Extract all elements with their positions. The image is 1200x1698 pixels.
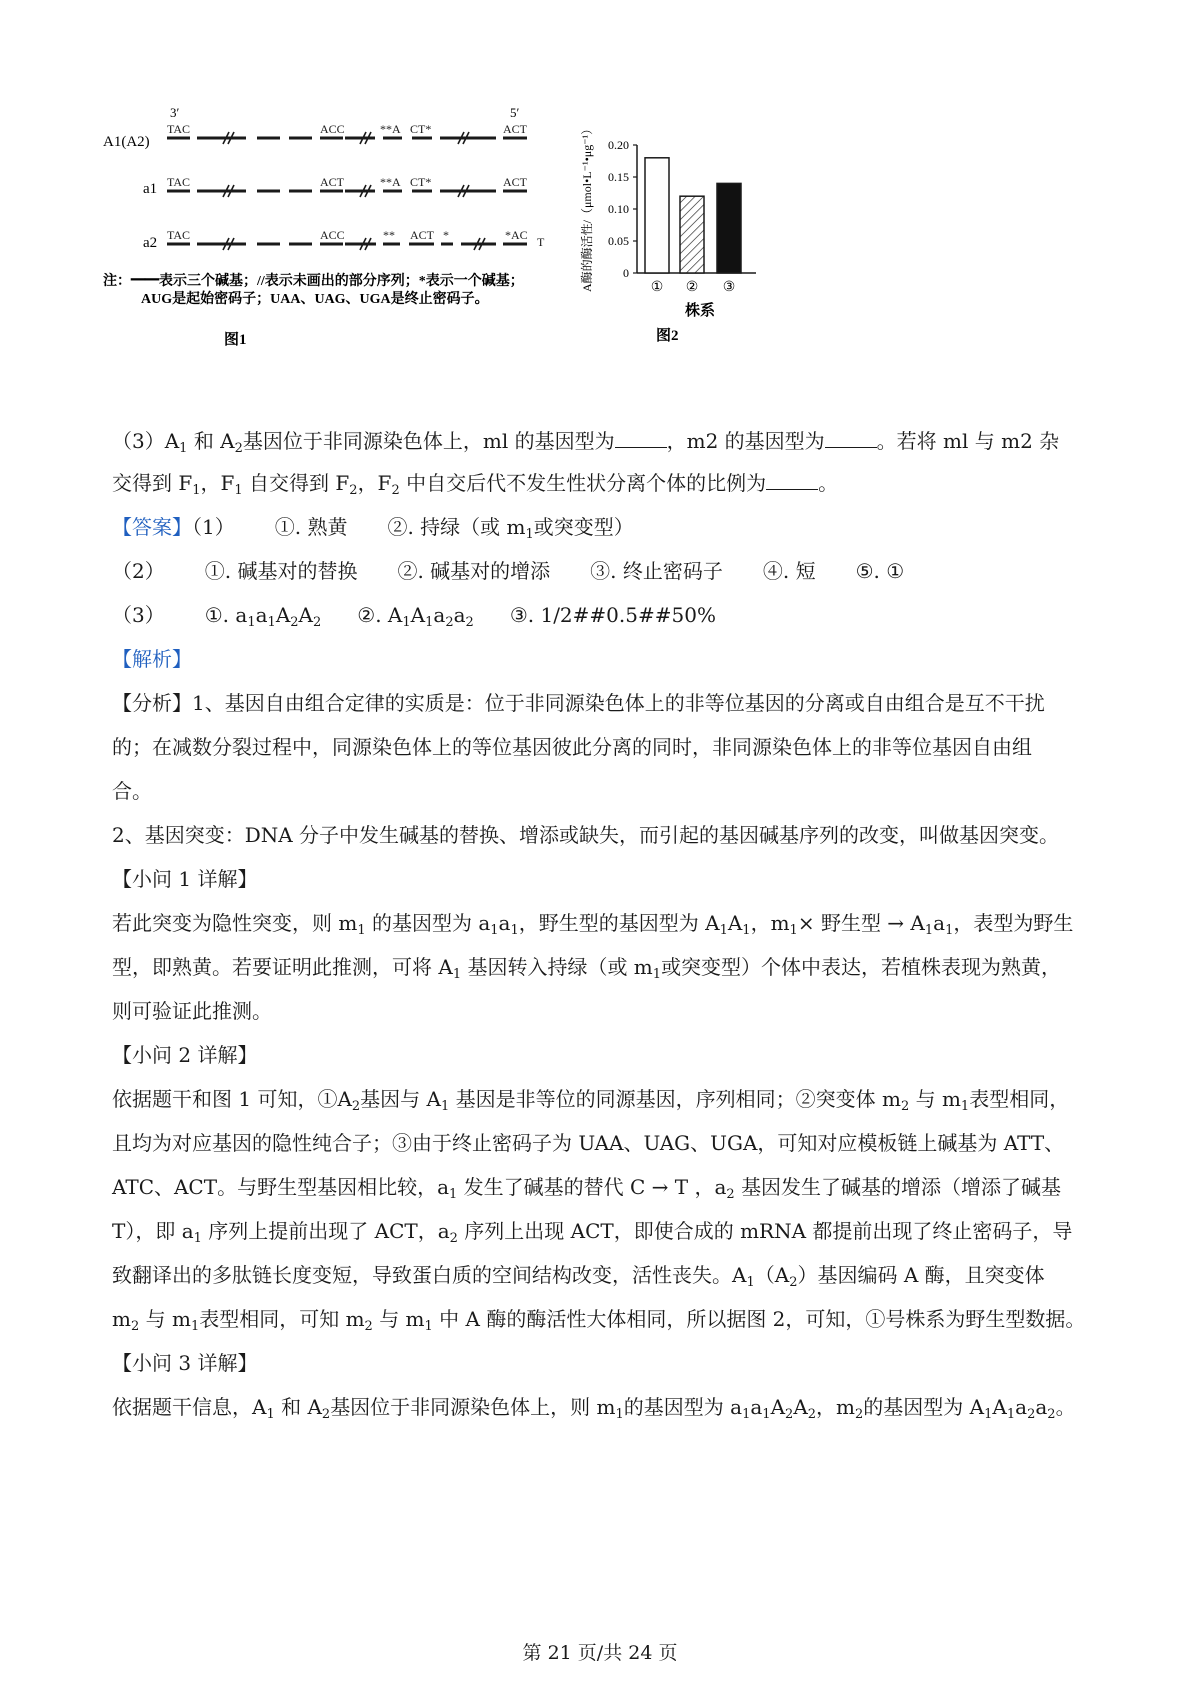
codon: **A [380, 175, 401, 189]
codon: T [537, 235, 545, 249]
subscript: 2 [1047, 1407, 1056, 1422]
text: × 野生型 → A [797, 911, 925, 935]
subscript: 1 [440, 1099, 450, 1114]
text: 基因转入持绿（或 m [467, 955, 653, 979]
q2-line-2: 且均为对应基因的隐性纯合子；③由于终止密码子为 UAA、UAG、UGA，可知对应模板链上碱基为 ATT、 [112, 1131, 1065, 1155]
text: 基因位于非同源染色体上，ml 的基因型为 [242, 429, 615, 453]
text: 表型相同，可知 m [199, 1307, 365, 1331]
chart-category-label: ② [685, 280, 699, 295]
codon: ACC [320, 228, 345, 242]
text: ③. 1/2##0.5##50% [509, 603, 716, 627]
text: （1） [192, 515, 235, 539]
subscript: 2 [900, 1099, 910, 1114]
text: 和 A [193, 429, 235, 453]
text: a [933, 911, 946, 935]
text: 交得到 F [112, 471, 193, 495]
subscript: 1 [247, 615, 256, 630]
chart-ticks [608, 138, 637, 280]
subscript: 2 [726, 1187, 735, 1202]
subscript: 1 [746, 1275, 755, 1290]
subscript: 1 [192, 483, 201, 498]
answer-blank-1[interactable] [615, 447, 667, 448]
text: 表型相同， [969, 1087, 1070, 1111]
subscript: 1 [510, 923, 519, 938]
subscript: 1 [719, 923, 728, 938]
subscript: 2 [351, 1099, 361, 1114]
chart-bar [717, 183, 741, 273]
subscript: 1 [924, 923, 934, 938]
subscript: 1 [742, 923, 751, 938]
chart-category-label: ③ [722, 280, 736, 295]
chart-y-tick-label: 0 [623, 266, 629, 280]
answer-line-2 [112, 560, 904, 582]
text: 致翻译出的多肽链长度变短，导致蛋白质的空间结构改变，活性丧失。A [112, 1263, 747, 1287]
subscript: 2 [785, 1407, 794, 1422]
chart-xlabel: 株系 [685, 303, 716, 319]
answer-tag: 【答案】 [112, 515, 192, 539]
text: ，m [750, 911, 790, 935]
subscript: 1 [960, 1099, 970, 1114]
codon: ACT [320, 175, 344, 189]
text: （3） [112, 603, 165, 627]
text: ①. 熟黄 [274, 515, 348, 539]
subscript: 1 [615, 1407, 624, 1422]
text: T），即 a [112, 1219, 194, 1243]
figure1-note-line1: 注：━━表示三个碱基；//表示未画出的部分序列；*表示一个碱基； [103, 274, 524, 289]
codon: ** [383, 228, 395, 242]
subscript: 1 [525, 527, 534, 542]
figure-area [0, 0, 1200, 400]
fenxi-line-2: 的；在减数分裂过程中，同源染色体上的等位基因彼此分离的同时，非同源染色体上的非等位基因自由组 [112, 735, 1032, 759]
subscript: 2 [1027, 1407, 1036, 1422]
text: 若此突变为隐性突变，则 m [112, 911, 358, 935]
codon: ACT [503, 175, 527, 189]
text: 与 m [379, 1307, 425, 1331]
text: 的基因型为 a [371, 911, 491, 935]
text: ①. 碱基对的替换 [204, 559, 358, 583]
codon: TAC [167, 175, 191, 189]
text: ②. 持绿（或 m [387, 515, 526, 539]
text: 基因是非等位的同源基因，序列相同；②突变体 m [455, 1087, 901, 1111]
text: 和 A [281, 1395, 322, 1419]
text: 型，即熟黄。若要证明此推测，可将 A [112, 955, 453, 979]
chart-bars [645, 158, 741, 273]
text: ②. A [357, 603, 403, 627]
q1-line-1 [112, 911, 1074, 938]
text: 中 A 酶的酶活性大体相同，所以据图 2，可知，①号株系为野生型数据。 [439, 1307, 1086, 1331]
subscript: 1 [402, 615, 411, 630]
figure1-note-line2: AUG是起始密码子；UAA、UAG、UGA是终止密码子。 [141, 292, 489, 307]
codon: **A [380, 122, 401, 136]
text: 中自交后代不发生性状分离个体的比例为 [406, 471, 767, 495]
row2-label: a1 [143, 181, 158, 197]
text: 与 m [145, 1307, 191, 1331]
text: 与 m [915, 1087, 961, 1111]
chart-y-tick-label: 0.10 [608, 202, 629, 216]
subscript: 1 [490, 923, 499, 938]
subscript: 2 [855, 1407, 864, 1422]
text: m [112, 1307, 131, 1331]
chart-y-tick-label: 0.15 [608, 170, 629, 184]
subscript: 1 [193, 1231, 202, 1246]
subscript: 1 [742, 1407, 751, 1422]
subscript: 1 [424, 1319, 433, 1334]
text: （3）A [112, 429, 180, 453]
subscript: 1 [652, 967, 662, 982]
chart-bar [645, 158, 669, 273]
subscript: 1 [267, 615, 276, 630]
q2-line-5 [112, 1263, 1045, 1290]
subscript: 2 [130, 1319, 140, 1334]
subscript: 1 [1006, 1407, 1016, 1422]
text: 。 [1055, 1395, 1076, 1419]
codon: * [443, 228, 449, 242]
text: ）基因编码 A 酶，且突变体 [797, 1263, 1045, 1287]
text: 或突变型） [533, 515, 634, 539]
text: ⑤. ① [855, 559, 905, 583]
text: 的基因型为 a [623, 1395, 743, 1419]
subscript: 2 [349, 483, 358, 498]
q1-title: 【小问 1 详解】 [112, 867, 258, 891]
text: 。若将 ml 与 m2 杂 [876, 429, 1060, 453]
text: 基因位于非同源染色体上，则 m [330, 1395, 616, 1419]
q2-title: 【小问 2 详解】 [112, 1043, 258, 1067]
subscript: 1 [357, 923, 366, 938]
subscript: 2 [290, 615, 299, 630]
answer-blank-2[interactable] [825, 447, 877, 448]
text: 序列上提前出现了 ACT，a [208, 1219, 450, 1243]
text: 的基因型为 A [863, 1395, 985, 1419]
figure2-chart [0, 0, 1200, 400]
codon: ACC [320, 122, 345, 136]
codon: TAC [167, 228, 191, 242]
codon: CT* [410, 122, 432, 136]
codon: ACT [503, 122, 527, 136]
fenxi-line-1: 【分析】1、基因自由组合定律的实质是：位于非同源染色体上的非等位基因的分离或自由组合是互不干扰 [112, 691, 1045, 715]
text: ，F [357, 471, 392, 495]
subscript: 1 [179, 441, 188, 456]
subscript: 2 [234, 441, 243, 456]
text: 发生了碱基的替代 C → T ，a [463, 1175, 727, 1199]
q3-line-2 [112, 471, 839, 498]
chart-bar [680, 196, 704, 273]
subscript: 2 [313, 615, 322, 630]
text: ，表型为野生 [953, 911, 1074, 935]
figure1-caption: 图1 [224, 332, 247, 348]
text: 自交得到 F [249, 471, 350, 495]
row3-label: a2 [143, 235, 158, 251]
subscript: 1 [449, 1187, 458, 1202]
text: A [727, 911, 743, 935]
q3-line-1 [112, 429, 1060, 456]
text: 或突变型）个体中表达，若植株表现为熟黄， [661, 955, 1062, 979]
text: ，m2 的基因型为 [666, 429, 825, 453]
text: （A [754, 1263, 790, 1287]
text: 依据题干信息，A [112, 1395, 267, 1419]
subscript: 2 [321, 1407, 331, 1422]
subscript: 2 [789, 1275, 798, 1290]
subscript: 1 [984, 1407, 993, 1422]
row1-label: A1(A2) [103, 134, 150, 150]
text: ④. 短 [762, 559, 816, 583]
codon: ACT [410, 228, 434, 242]
codon: *AC [505, 228, 528, 242]
text: ，m [816, 1395, 856, 1419]
q3-title: 【小问 3 详解】 [112, 1351, 258, 1375]
text: 。 [818, 471, 839, 495]
chart-y-tick-label: 0.20 [608, 138, 629, 152]
text: ATC、ACT。与野生型基因相比较，a [112, 1175, 450, 1199]
q3-detail-line-1: 依据题干信息，$A_1$ 和 $A_2$基因位于非同源染色体上，则 $m_1$的基因型为 $a_1a_1A_2A_2$，$m_2$的基因型为 $A_1A_1a_2a_2$。 [112, 1395, 1076, 1422]
subscript: 1 [425, 615, 434, 630]
answer-blank-3[interactable] [766, 489, 818, 490]
page-footer: 第 21 页/共 24 页 [522, 1642, 678, 1664]
answer-line-1 [112, 515, 634, 542]
text: ，野生型的基因型为 A [518, 911, 720, 935]
text: （2） [112, 559, 165, 583]
chart-ylabel: A酶的酶活性/（μmol•L⁻¹•μg⁻¹） [580, 122, 594, 292]
q2-line-1 [112, 1087, 1070, 1114]
text: ，F [200, 471, 235, 495]
text: 依据题干和图 1 可知，①A [112, 1087, 352, 1111]
subscript: 1 [452, 967, 462, 982]
text: ②. 碱基对的增添 [397, 559, 551, 583]
subscript: 2 [449, 1231, 458, 1246]
text: ①. a [204, 603, 248, 627]
subscript: 1 [945, 923, 954, 938]
text: ③. 终止密码子 [590, 559, 723, 583]
codon: CT* [410, 175, 432, 189]
chart-y-tick-label: 0.05 [608, 234, 629, 248]
answer-line-3: （3） ①. $a_1a_1A_2A_2$ ②. $A_1A_1a_2a_2$ ③. 1/2##0.5##50% [112, 603, 716, 630]
fenxi-line-4: 2、基因突变：DNA 分子中发生碱基的替换、增添或缺失，而引起的基因碱基序列的改变，叫做基因突变。 [112, 823, 1060, 847]
subscript: 1 [234, 483, 243, 498]
codon: TAC [167, 122, 191, 136]
end-3-label: 3′ [170, 105, 180, 120]
subscript: 2 [465, 615, 474, 630]
subscript: 2 [391, 483, 400, 498]
fenxi-line-3: 合。 [112, 779, 152, 803]
text: 基因发生了碱基的增添（增添了碱基 [741, 1175, 1062, 1199]
subscript: 1 [266, 1407, 275, 1422]
chart-category-label: ① [650, 280, 664, 295]
q2-line-3 [112, 1175, 1062, 1202]
subscript: 2 [364, 1319, 373, 1334]
q2-line-6 [112, 1307, 1086, 1334]
end-5-label: 5′ [510, 105, 520, 120]
q2-line-4 [112, 1219, 1073, 1246]
subscript: 1 [762, 1407, 771, 1422]
q1-line-3: 则可验证此推测。 [112, 999, 272, 1023]
subscript: 2 [445, 615, 454, 630]
text: a [498, 911, 511, 935]
text: 序列上出现 ACT，即使合成的 mRNA 都提前出现了终止密码子，导 [464, 1219, 1073, 1243]
q1-line-2 [112, 955, 1062, 982]
analysis-tag: 【解析】 [112, 647, 192, 671]
subscript: 1 [789, 923, 798, 938]
chart-category-labels [651, 280, 736, 295]
figure2-caption: 图2 [656, 328, 679, 344]
text: 基因与 A [360, 1087, 441, 1111]
subscript: 1 [190, 1319, 200, 1334]
subscript: 2 [807, 1407, 817, 1422]
